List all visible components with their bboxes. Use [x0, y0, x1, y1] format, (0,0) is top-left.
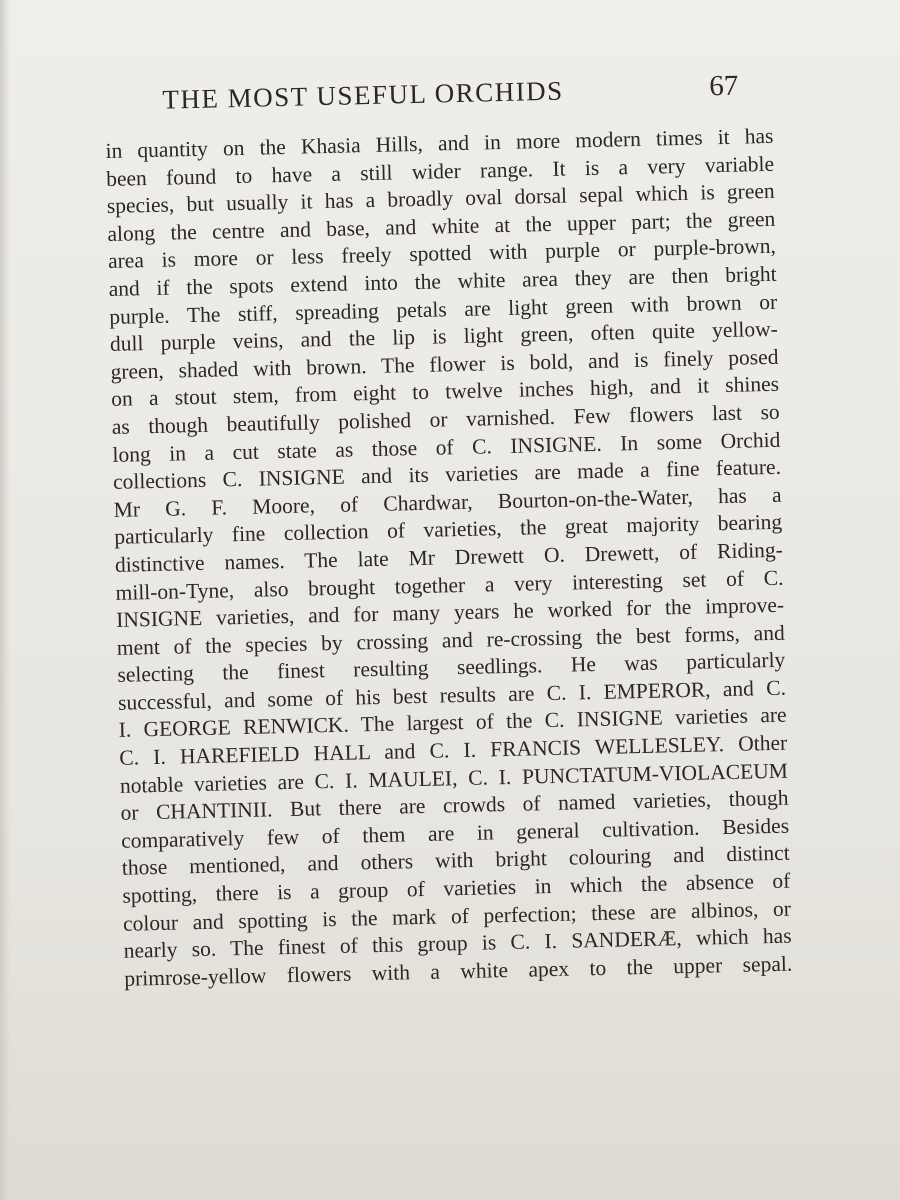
- text-line: dull purple veins, and the lip is light green, often quite yellow-: [109, 316, 779, 357]
- text-line: successful, and some of his best results are C. I. EMPEROR, and C.: [117, 675, 787, 715]
- text-line: area is more or less freely spotted with purple or purple-brown,: [107, 234, 777, 274]
- text-line: selecting the finest resulting seedlings. He was particularly: [117, 647, 786, 688]
- text-line: ment of the species by crossing and re-crossing the best forms, and: [116, 620, 785, 660]
- text-line: as though beautifully polished or varnished. Few flowers last so: [111, 399, 780, 439]
- text-line: C. I. HAREFIELD HALL and C. I. FRANCIS WELLESLEY. Other: [119, 730, 788, 770]
- text-line: I. GEORGE RENWICK. The largest of the C. INSIGNE varieties are: [118, 703, 787, 743]
- page-shadow-edge: [0, 0, 10, 1200]
- text-line: comparatively few of them are in general cultivation. Besides: [120, 813, 790, 853]
- body-paragraph: [105, 123, 792, 993]
- text-line: been found to have a still wider range. It is a very variable: [105, 151, 775, 191]
- running-head-title: THE MOST USEFUL ORCHIDS: [162, 75, 564, 115]
- text-line: those mentioned, and others with bright colouring and distinct: [121, 841, 790, 881]
- text-line: INSIGNE varieties, and for many years he worked for the improve-: [115, 592, 785, 632]
- text-line: in quantity on the Khasia Hills, and in more modern times it has: [105, 123, 774, 163]
- text-line: particularly fine collection of varieties, the great majority bearing: [114, 510, 783, 550]
- text-line: or CHANTINII. But there are crowds of named varieties, though: [120, 785, 789, 826]
- text-line: green, shaded with brown. The flower is bold, and is finely posed: [110, 344, 779, 384]
- text-line: Mr G. F. Moore, of Chardwar, Bourton-on-the-Water, has a: [113, 482, 782, 522]
- text-line: notable varieties are C. I. MAULEI, C. I. PUNCTATUM-VIOLACEUM: [119, 758, 789, 798]
- text-line: on a stout stem, from eight to twelve inches high, and it shines: [110, 372, 780, 412]
- text-line: long in a cut state as those of C. INSIGNE. In some Orchid: [112, 427, 781, 467]
- text-line: species, but usually it has a broadly oval dorsal sepal which is green: [106, 179, 775, 219]
- page-text-block: [104, 67, 793, 993]
- text-line: distinctive names. The late Mr Drewett O. Drewett, of Riding-: [114, 537, 784, 577]
- text-line: along the centre and base, and white at the upper part; the green: [107, 206, 776, 246]
- text-line: colour and spotting is the mark of perfection; these are albinos, or: [122, 896, 792, 936]
- text-line: and if the spots extend into the white area they are then bright: [108, 261, 777, 301]
- text-line: mill-on-Tyne, also brought together a very interesting set of C.: [115, 565, 784, 605]
- page-number: 67: [708, 69, 739, 103]
- text-line: primrose-yellow flowers with a white apex to the upper sepal.: [124, 951, 793, 991]
- text-line: collections C. INSIGNE and its varieties are made a fine feature.: [112, 454, 782, 495]
- text-line: purple. The stiff, spreading petals are light green with brown or: [109, 289, 778, 329]
- text-line: spotting, there is a group of varieties in which the absence of: [122, 868, 791, 908]
- text-line: nearly so. The finest of this group is C. I. SANDERÆ, which has: [123, 923, 792, 963]
- running-head: [104, 67, 773, 122]
